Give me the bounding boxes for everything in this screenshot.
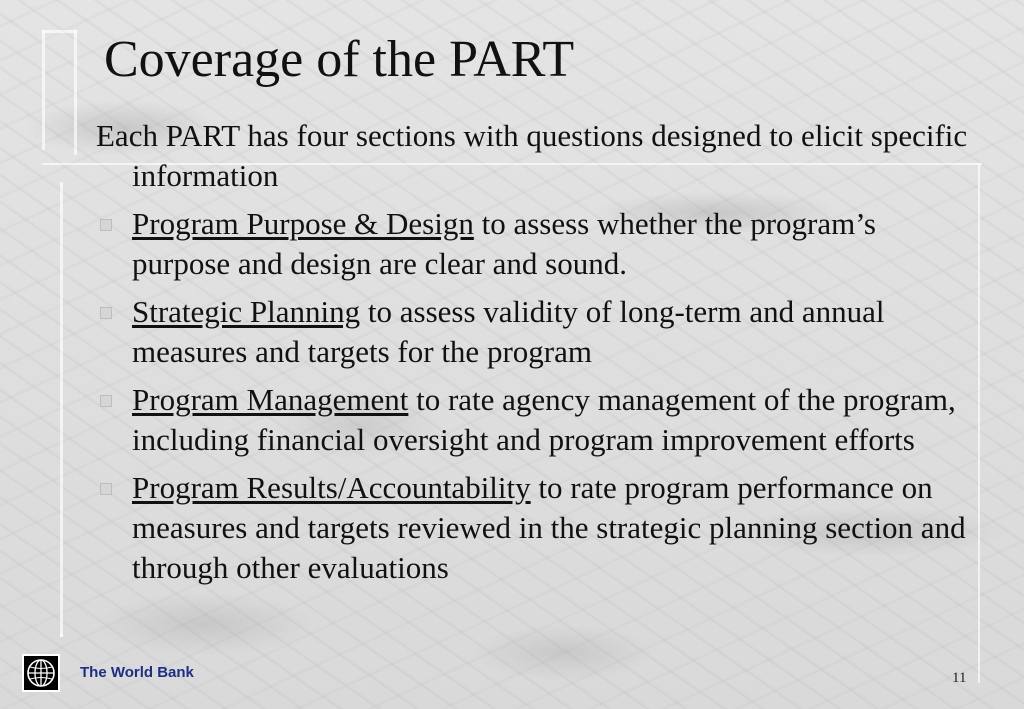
page-number: 11 — [952, 670, 967, 686]
frame-line-horizontal-top — [42, 30, 77, 33]
bullet-term: Program Purpose & Design — [132, 206, 474, 241]
frame-line-vertical-left — [42, 30, 45, 150]
bullet-text: to assess whether the program’s purpose and design are clear and sound. — [132, 206, 876, 281]
bullet-text: to assess validity of long-term and annual measures and targets for the program — [132, 294, 885, 369]
frame-line-horizontal-bottom — [60, 634, 63, 637]
world-bank-globe-icon — [22, 654, 60, 692]
organization-name: The World Bank — [80, 664, 194, 681]
bullet-item-results-accountability — [96, 468, 976, 588]
frame-line-vertical-right — [978, 163, 980, 683]
bullet-item-purpose-design — [96, 204, 976, 284]
square-bullet-icon — [100, 395, 112, 407]
bullet-term: Program Results/Accountability — [132, 470, 531, 505]
slide-title: Coverage of the PART — [104, 31, 575, 88]
square-bullet-icon — [100, 219, 112, 231]
bullet-item-program-management — [96, 380, 976, 460]
bullet-term: Program Management — [132, 382, 409, 417]
square-bullet-icon — [100, 307, 112, 319]
slide-body — [96, 116, 976, 596]
intro-text: Each PART has four sections with questions designed to elicit specific information — [96, 118, 968, 193]
bullet-term: Strategic Planning — [132, 294, 361, 329]
bullet-text: to rate program performance on measures and targets reviewed in the strategic planning section and through other evaluations — [132, 470, 966, 585]
square-bullet-icon — [100, 483, 112, 495]
frame-line-vertical-lower — [60, 182, 63, 637]
bullet-text: to rate agency management of the program, including financial oversight and program improvement efforts — [132, 382, 956, 457]
frame-line-vertical-left-inner — [74, 30, 77, 155]
bullet-item-strategic-planning — [96, 292, 976, 372]
